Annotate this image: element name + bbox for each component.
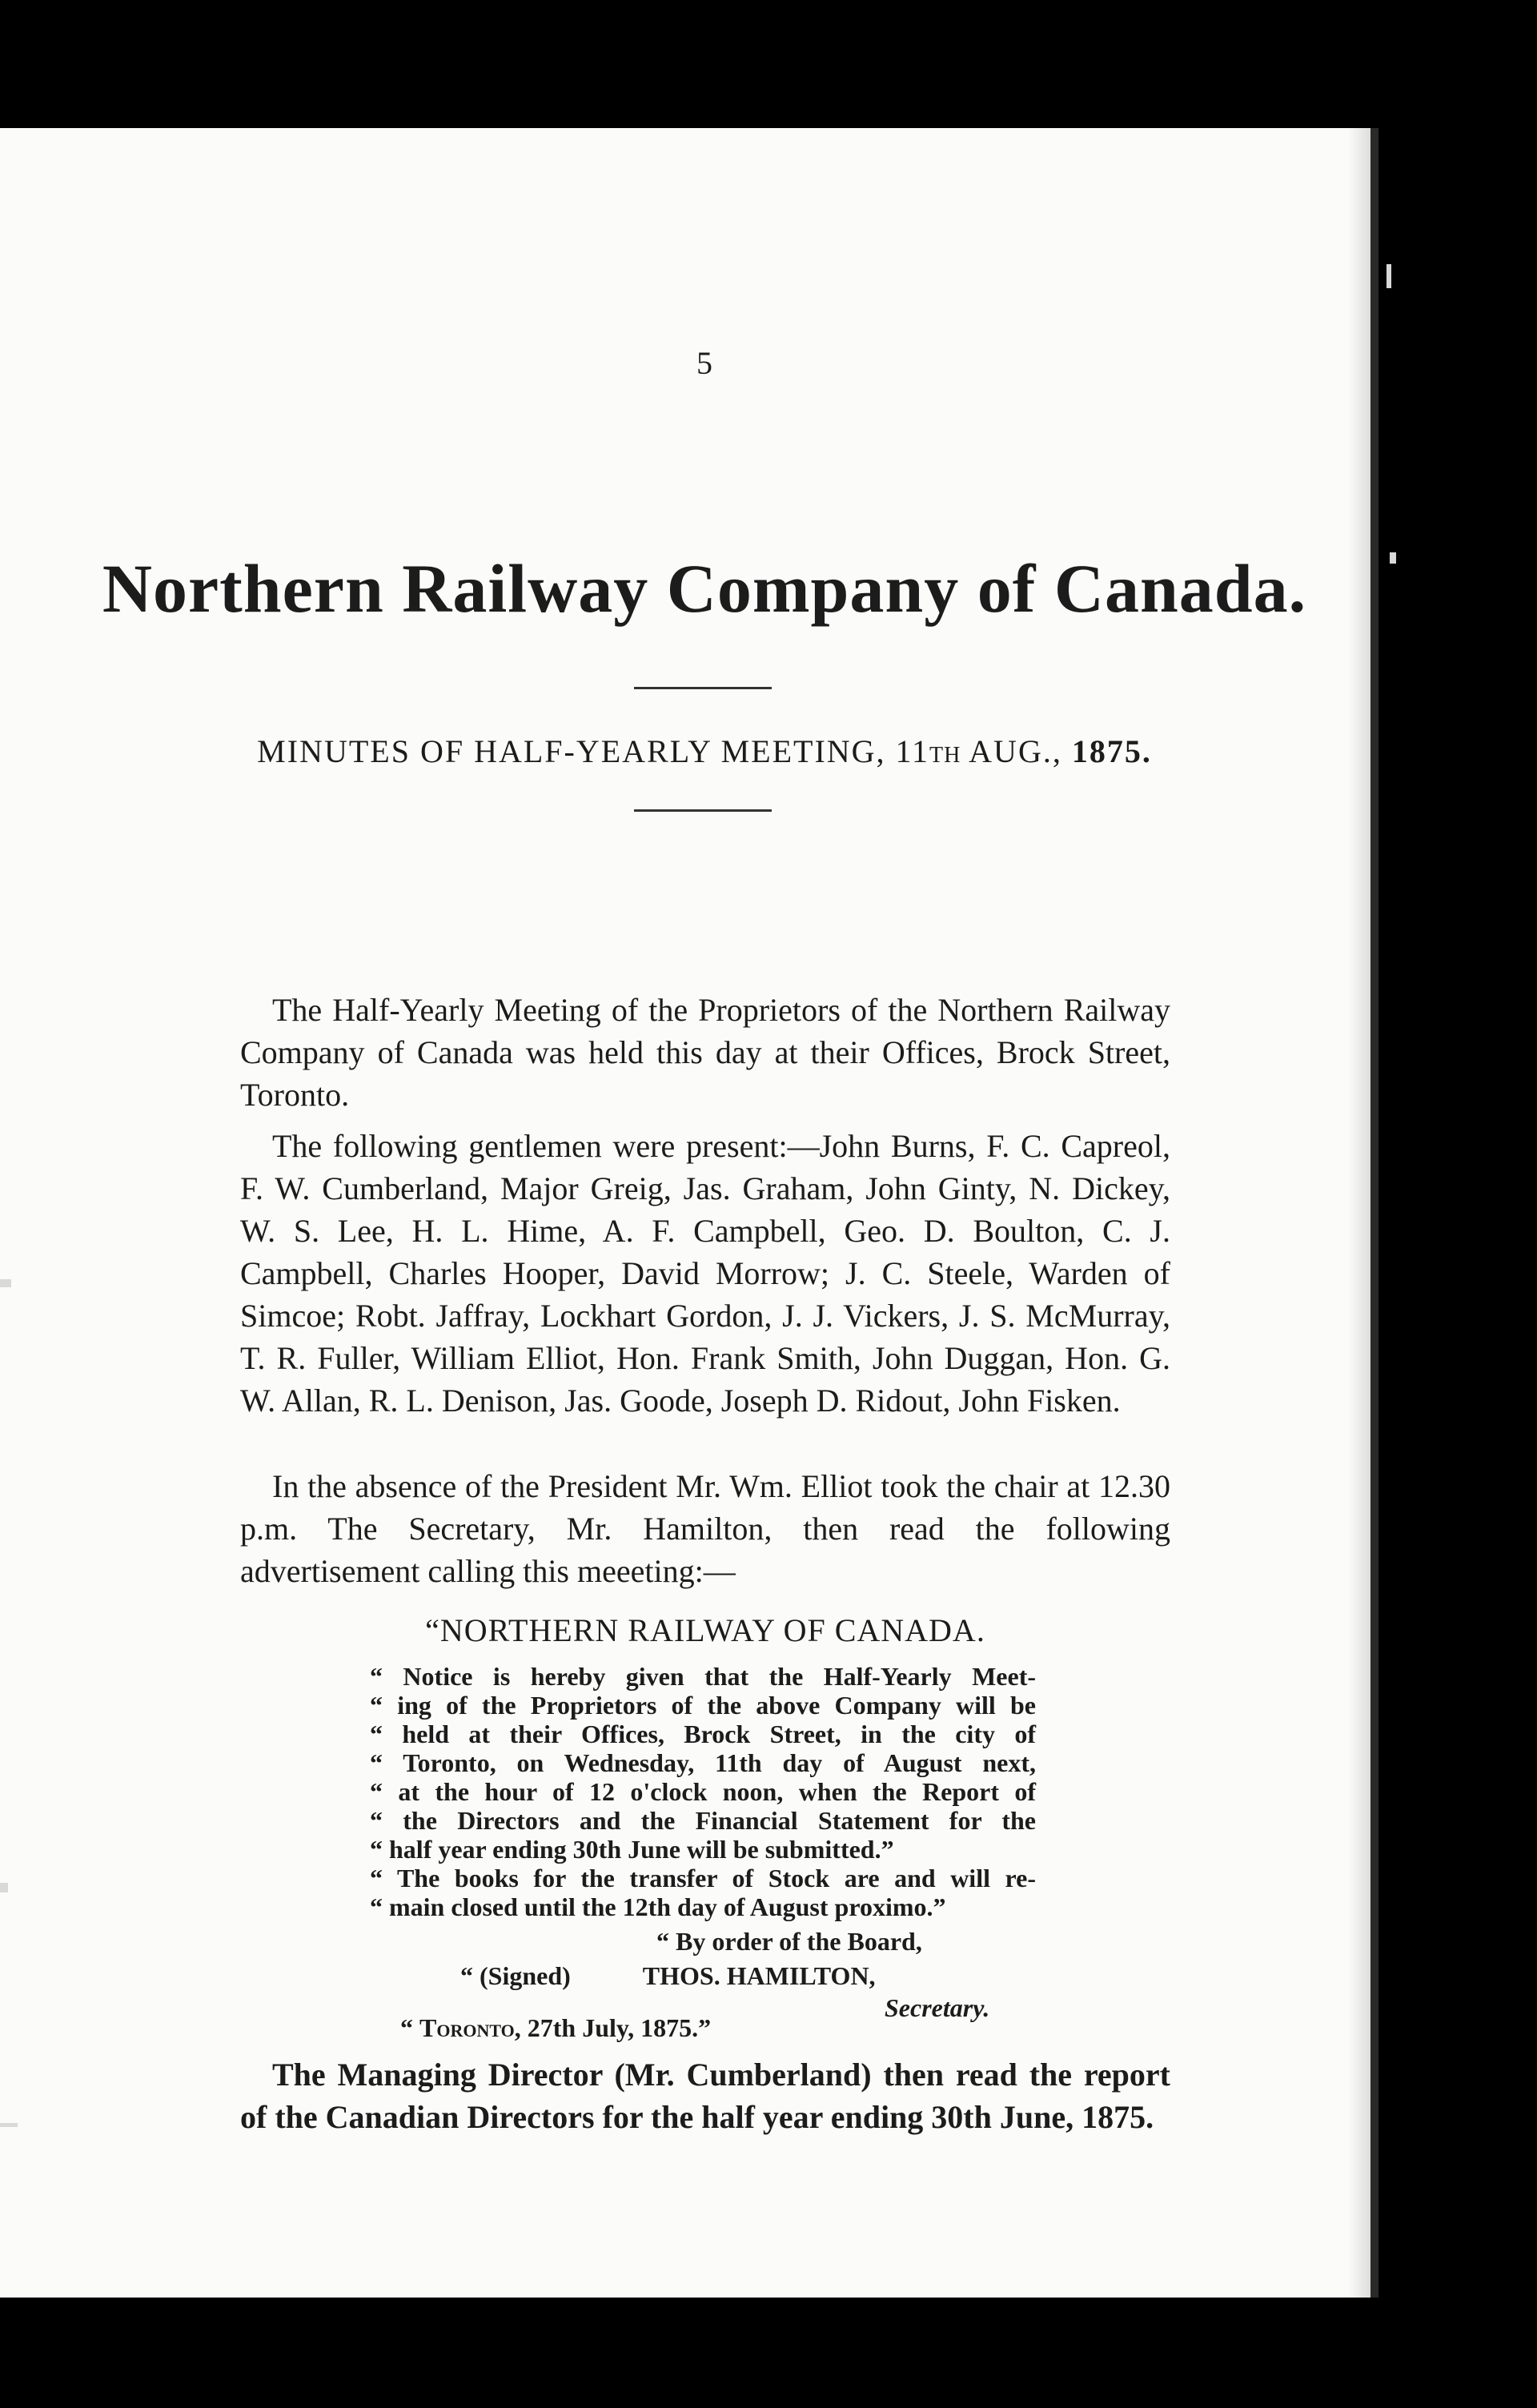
notice-line: “ half year ending 30th June will be submitted.” — [370, 1835, 894, 1864]
notice-line: “ Toronto, on Wednesday, 11th day of August next, — [370, 1748, 1036, 1777]
notice-line: “ The books for the transfer of Stock are and will re- — [370, 1864, 1036, 1892]
notice-date-prefix: “ — [400, 2013, 419, 2042]
notice-by-order: “ By order of the Board, — [656, 1927, 922, 1956]
paragraph-meeting-held — [240, 989, 1170, 1116]
notice-signature — [460, 1961, 876, 1991]
notice-block — [370, 1662, 1036, 1921]
divider-bottom — [634, 809, 772, 812]
scan-edge-mark — [0, 1279, 11, 1287]
page-number: 5 — [696, 345, 712, 381]
paragraph-4-text: The Managing Director (Mr. Cumberland) then read the report of the Canadian Directors for the half year ending 30th June, 1875. — [240, 2057, 1170, 2135]
notice-heading: “NORTHERN RAILWAY OF CANADA. — [425, 1612, 985, 1648]
notice-line: “ ing of the Proprietors of the above Company will be — [370, 1691, 1036, 1720]
subtitle-year: 1875. — [1071, 733, 1152, 769]
notice-line: “ main closed until the 12th day of August proximo.” — [370, 1892, 946, 1921]
notice-line: “ at the hour of 12 o'clock noon, when the Report of — [370, 1777, 1036, 1806]
paragraph-report — [240, 2053, 1170, 2138]
subtitle-main: MINUTES OF HALF-YEARLY MEETING, 11 — [257, 733, 930, 769]
paragraph-chair — [240, 1465, 1170, 1592]
page-title: Northern Railway Company of Canada. — [102, 550, 1307, 627]
scanned-page — [0, 128, 1378, 2298]
scan-edge-mark — [1390, 552, 1396, 564]
paragraph-attendees — [240, 1125, 1170, 1422]
notice-signer-name: THOS. HAMILTON, — [642, 1961, 876, 1990]
subtitle-suffix: TH — [929, 743, 961, 768]
notice-signed-label: “ (Signed) — [460, 1961, 571, 1990]
notice-line: “ the Directors and the Financial Statement for the — [370, 1806, 1036, 1835]
subtitle-tail: AUG., — [961, 733, 1072, 769]
notice-date — [400, 2013, 711, 2043]
notice-signer-role: Secretary. — [885, 1993, 990, 2022]
notice-line: “ held at their Offices, Brock Street, in the city of — [370, 1720, 1036, 1748]
paragraph-2-text: The following gentlemen were present:—John Burns, F. C. Capreol, F. W. Cumberland, Major Greig, Jas. Graham, John Ginty, N. Dickey, W. S. Lee, H. L. Hime, A. F. Campbell, Geo. D. Boulton, C. J. Campbell, Charles Hooper, David Morrow; J. C. Steele, Warden of Simcoe; Robt. Jaffray, Lockhart Gordon, J. J. Vickers, J. S. McMurray, T. R. Fuller, William Elliot, Hon. Frank Smith, John Duggan, Hon. G. W. Allan, R. L. Denison, Jas. Goode, Joseph D. Ridout, John Fisken. — [240, 1128, 1170, 1419]
paragraph-1-text: The Half-Yearly Meeting of the Proprietors of the Northern Railway Company of Canada was held this day at their Offices, Brock Street, Toronto. — [240, 992, 1170, 1113]
notice-date-place: Toronto, — [419, 2013, 521, 2042]
scan-edge-mark — [0, 2123, 18, 2127]
notice-date-rest: 27th July, 1875.” — [520, 2013, 712, 2042]
page-edge-shadow — [1348, 128, 1370, 2298]
scan-edge-mark — [1387, 264, 1391, 288]
scan-edge-mark — [0, 1883, 8, 1892]
notice-line: “ Notice is hereby given that the Half-Yearly Meet- — [370, 1662, 1036, 1691]
minutes-subtitle — [240, 732, 1169, 770]
paragraph-3-text: In the absence of the President Mr. Wm. Elliot took the chair at 12.30 p.m. The Secretary, Mr. Hamilton, then read the following advertisement calling this meeeting:— — [240, 1468, 1170, 1589]
divider-top — [634, 687, 772, 689]
